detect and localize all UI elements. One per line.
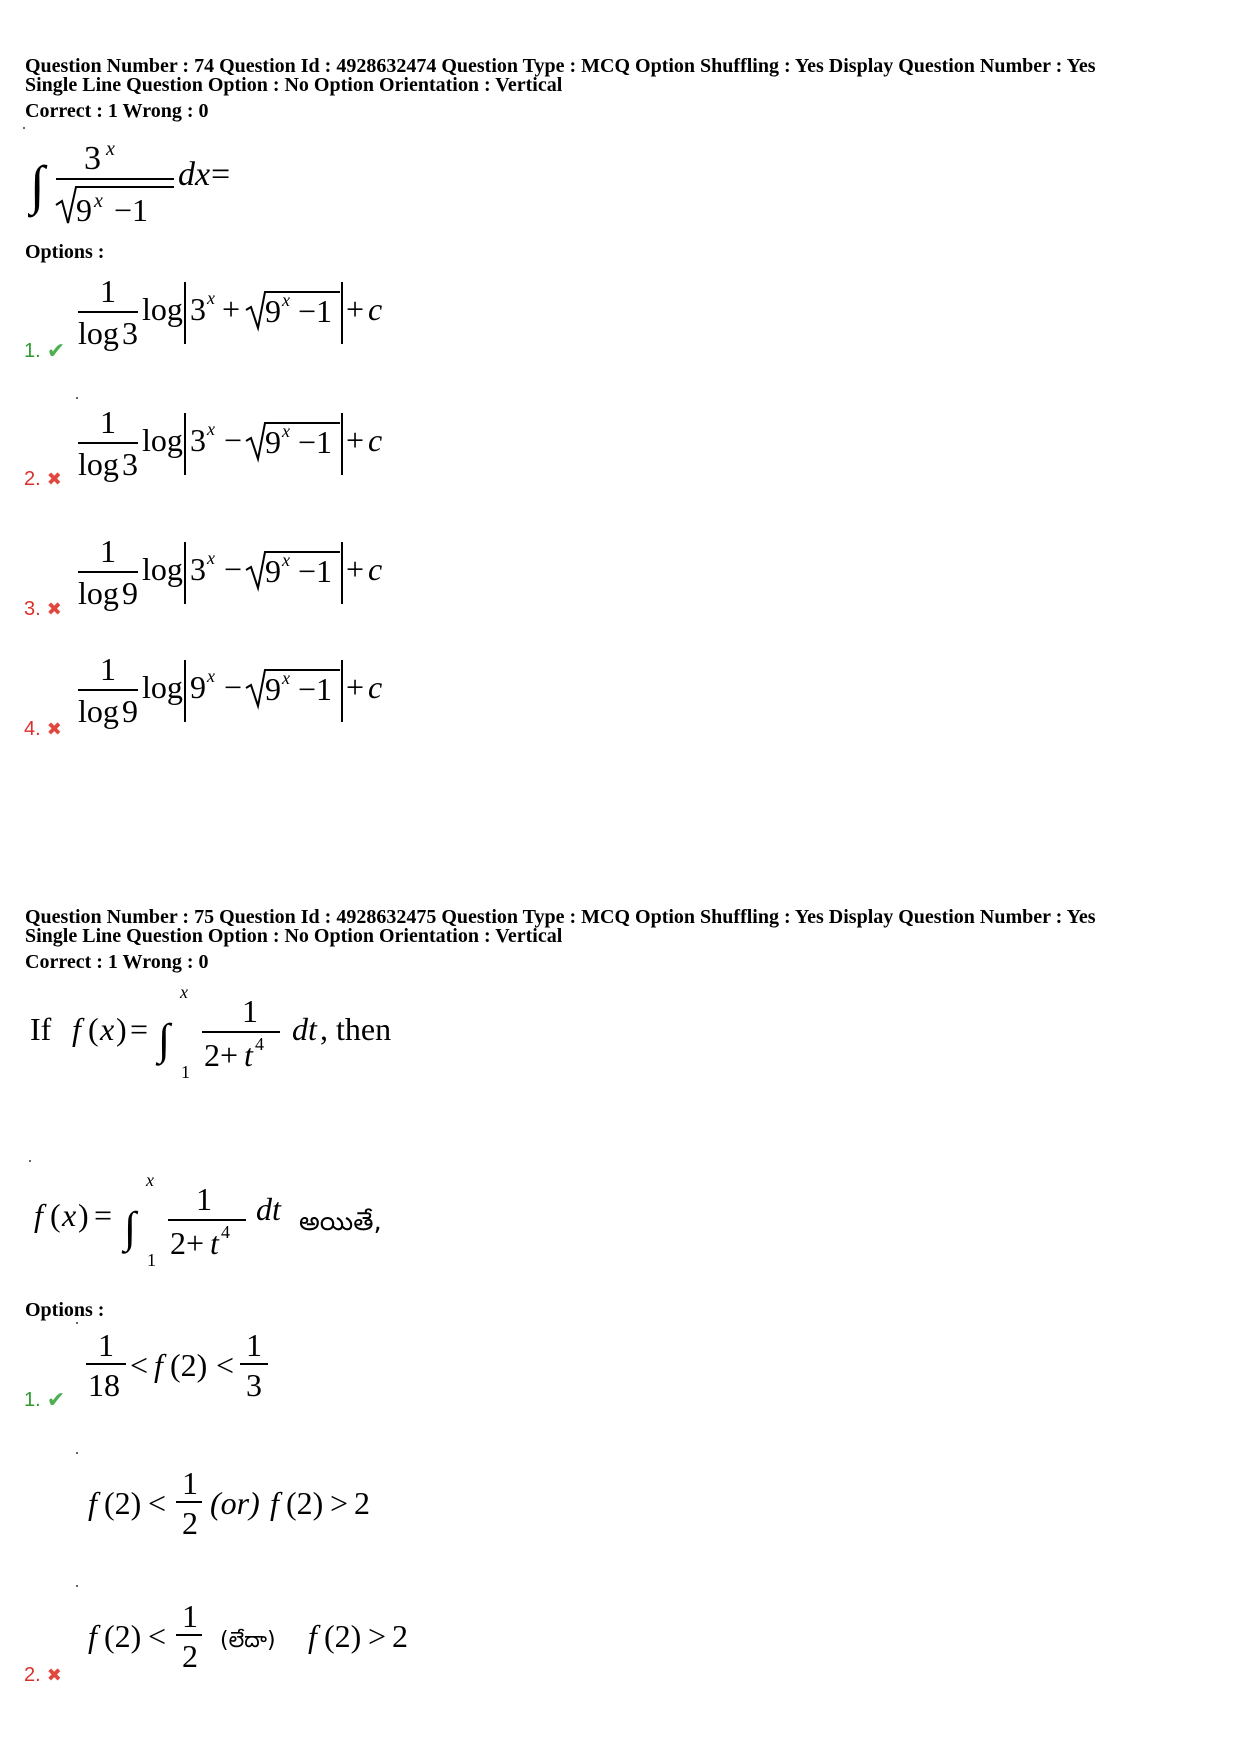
svg-text:2: 2 — [182, 1505, 198, 1541]
svg-text:2+: 2+ — [170, 1225, 205, 1261]
cross-icon: ✖ — [46, 719, 62, 739]
svg-text:): ) — [116, 1011, 127, 1047]
svg-text:+: + — [346, 422, 365, 458]
svg-text:(2): (2) — [104, 1618, 142, 1654]
svg-text:−1: −1 — [298, 671, 333, 707]
svg-text:9: 9 — [122, 693, 138, 729]
svg-text:log: log — [78, 693, 119, 729]
svg-text:9: 9 — [265, 293, 281, 329]
q75-meta-line3: Correct : 1 Wrong : 0 — [25, 951, 209, 973]
svg-text:+: + — [222, 291, 241, 327]
q74-option-4-formula[interactable] — [78, 650, 408, 740]
svg-text:3: 3 — [190, 291, 206, 327]
svg-text:2+: 2+ — [204, 1037, 239, 1073]
q75-option-2-telugu-formula[interactable] — [88, 1595, 468, 1685]
svg-text:x: x — [207, 548, 215, 568]
svg-text:>: > — [330, 1485, 349, 1521]
q74-option-2-formula[interactable] — [78, 403, 408, 493]
svg-text:1: 1 — [246, 1327, 262, 1363]
svg-text:<: < — [148, 1618, 167, 1654]
svg-text:log: log — [142, 669, 183, 705]
svg-text:+: + — [346, 669, 365, 705]
option-number: 3. — [24, 598, 41, 620]
svg-text:2: 2 — [392, 1618, 408, 1654]
svg-text:1: 1 — [182, 1598, 198, 1634]
q74-meta-line2: Single Line Question Option : No Option Orientation : Vertical — [25, 74, 563, 96]
svg-text:f: f — [88, 1618, 97, 1654]
svg-text:log: log — [78, 315, 119, 351]
svg-text:−1: −1 — [298, 424, 333, 460]
q75-meta-line2: Single Line Question Option : No Option Orientation : Vertical — [25, 925, 563, 947]
q75-meta-line1: Question Number : 75 Question Id : 4928632475 Question Type : MCQ Option Shuffling : Yes Display Question Number : Yes — [25, 906, 1096, 928]
q75-options-label: Options : — [25, 1299, 105, 1321]
svg-text:1: 1 — [181, 1062, 190, 1080]
svg-text:2: 2 — [182, 1638, 198, 1674]
svg-text:9: 9 — [76, 192, 92, 228]
svg-text:∫: ∫ — [158, 1015, 171, 1064]
stem-suffix: , then — [320, 1011, 392, 1047]
svg-text:4: 4 — [221, 1222, 230, 1242]
svg-text:<: < — [216, 1347, 235, 1383]
q74-option-3-formula[interactable] — [78, 532, 408, 622]
svg-text:x: x — [282, 290, 290, 310]
svg-text:3: 3 — [84, 140, 101, 177]
svg-text:c: c — [368, 669, 383, 705]
svg-text:): ) — [78, 1197, 89, 1233]
svg-text:=: = — [211, 156, 231, 193]
q75-question-english — [30, 980, 420, 1080]
svg-text:<: < — [148, 1485, 167, 1521]
svg-text:(: ( — [50, 1197, 61, 1233]
svg-text:x: x — [100, 1011, 115, 1047]
option-number: 1. — [24, 339, 41, 362]
svg-text:9: 9 — [265, 553, 281, 589]
svg-text:f: f — [88, 1485, 97, 1521]
svg-text:∫: ∫ — [30, 155, 45, 215]
svg-text:1: 1 — [196, 1181, 212, 1217]
svg-text:log: log — [142, 291, 183, 327]
cross-icon: ✖ — [46, 469, 62, 489]
stray-dot — [76, 397, 78, 399]
svg-text:dx: dx — [178, 156, 211, 193]
svg-text:9: 9 — [122, 575, 138, 611]
check-icon: ✔ — [46, 338, 66, 363]
svg-text:9: 9 — [190, 669, 206, 705]
q75-option-1-formula[interactable] — [86, 1322, 306, 1412]
svg-text:1: 1 — [100, 533, 116, 569]
svg-text:1: 1 — [100, 404, 116, 440]
svg-text:(2): (2) — [170, 1347, 208, 1383]
q74-option-2-marker[interactable] — [24, 468, 62, 491]
q74-option-1-marker[interactable] — [24, 338, 65, 364]
stray-dot — [29, 1160, 31, 1162]
svg-text:3: 3 — [190, 422, 206, 458]
svg-text:x: x — [62, 1197, 77, 1233]
svg-text:3: 3 — [190, 551, 206, 587]
svg-text:c: c — [368, 291, 383, 327]
svg-text:dt: dt — [292, 1011, 317, 1047]
svg-text:=: = — [130, 1011, 149, 1047]
svg-text:1: 1 — [242, 993, 258, 1029]
svg-text:−: − — [224, 669, 243, 705]
svg-text:=: = — [94, 1197, 113, 1233]
svg-text:−1: −1 — [298, 293, 333, 329]
svg-text:1: 1 — [100, 651, 116, 687]
svg-text:x: x — [282, 550, 290, 570]
svg-text:9: 9 — [265, 671, 281, 707]
cross-icon: ✖ — [46, 599, 62, 619]
svg-text:9: 9 — [265, 424, 281, 460]
q75-option-1-marker[interactable] — [24, 1387, 65, 1413]
q74-option-3-marker[interactable] — [24, 598, 62, 621]
q75-question-telugu — [34, 1168, 414, 1268]
stray-dot — [76, 1452, 78, 1454]
svg-text:log: log — [78, 575, 119, 611]
svg-text:f: f — [34, 1197, 43, 1233]
telugu-or: (లేదా) — [220, 1628, 276, 1653]
svg-text:x: x — [207, 419, 215, 439]
stray-dot — [76, 1585, 78, 1587]
svg-text:18: 18 — [88, 1367, 120, 1403]
svg-text:−: − — [224, 422, 243, 458]
svg-text:x: x — [207, 666, 215, 686]
option-number: 4. — [24, 718, 41, 740]
english-or: (or) — [210, 1485, 260, 1521]
svg-text:+: + — [346, 551, 365, 587]
svg-text:−: − — [224, 551, 243, 587]
svg-text:(2): (2) — [286, 1485, 324, 1521]
q74-option-1-formula[interactable] — [78, 272, 408, 362]
stray-dot — [23, 127, 25, 129]
svg-text:−1: −1 — [298, 553, 333, 589]
svg-text:(: ( — [88, 1011, 99, 1047]
svg-text:x: x — [146, 1170, 154, 1190]
stray-dot — [76, 1322, 78, 1324]
q75-option-2-marker[interactable] — [24, 1664, 62, 1687]
check-icon: ✔ — [46, 1387, 66, 1412]
svg-text:c: c — [368, 551, 383, 587]
svg-text:(2): (2) — [104, 1485, 142, 1521]
svg-text:1: 1 — [147, 1250, 156, 1268]
telugu-suffix: అయితే, — [299, 1207, 382, 1237]
svg-text:f: f — [270, 1485, 279, 1521]
svg-text:<: < — [130, 1347, 149, 1383]
q74-options-label: Options : — [25, 241, 105, 263]
svg-text:−1: −1 — [114, 192, 149, 228]
svg-text:3: 3 — [122, 446, 138, 482]
svg-text:1: 1 — [182, 1465, 198, 1501]
option-number: 2. — [24, 468, 41, 490]
svg-text:f: f — [72, 1011, 81, 1047]
svg-text:+: + — [346, 291, 365, 327]
svg-text:x: x — [180, 982, 188, 1002]
svg-text:>: > — [368, 1618, 387, 1654]
q74-option-4-marker[interactable] — [24, 718, 62, 741]
svg-text:f: f — [154, 1347, 163, 1383]
q74-question-formula — [28, 135, 258, 235]
svg-text:log: log — [78, 446, 119, 482]
q75-option-2-english-formula[interactable] — [88, 1462, 448, 1552]
svg-text:log: log — [142, 422, 183, 458]
svg-text:t: t — [244, 1037, 253, 1073]
svg-text:x: x — [106, 138, 115, 160]
svg-text:x: x — [282, 668, 290, 688]
svg-text:f: f — [308, 1618, 317, 1654]
svg-text:x: x — [94, 190, 103, 212]
svg-text:3: 3 — [122, 315, 138, 351]
option-number: 2. — [24, 1664, 41, 1686]
svg-text:4: 4 — [255, 1034, 264, 1054]
svg-text:3: 3 — [246, 1367, 262, 1403]
svg-text:log: log — [142, 551, 183, 587]
q74-meta-line3: Correct : 1 Wrong : 0 — [25, 100, 209, 122]
svg-text:c: c — [368, 422, 383, 458]
svg-text:x: x — [282, 421, 290, 441]
svg-text:t: t — [210, 1225, 219, 1261]
svg-text:x: x — [207, 288, 215, 308]
svg-text:dt: dt — [256, 1191, 281, 1227]
svg-text:1: 1 — [100, 273, 116, 309]
svg-text:∫: ∫ — [124, 1203, 137, 1252]
svg-text:1: 1 — [98, 1327, 114, 1363]
q74-meta-line1: Question Number : 74 Question Id : 4928632474 Question Type : MCQ Option Shuffling : Yes Display Question Number : Yes — [25, 55, 1096, 77]
svg-text:(2): (2) — [324, 1618, 362, 1654]
cross-icon: ✖ — [46, 1665, 62, 1685]
svg-text:2: 2 — [354, 1485, 370, 1521]
option-number: 1. — [24, 1388, 41, 1411]
stem-prefix: If — [30, 1011, 52, 1047]
